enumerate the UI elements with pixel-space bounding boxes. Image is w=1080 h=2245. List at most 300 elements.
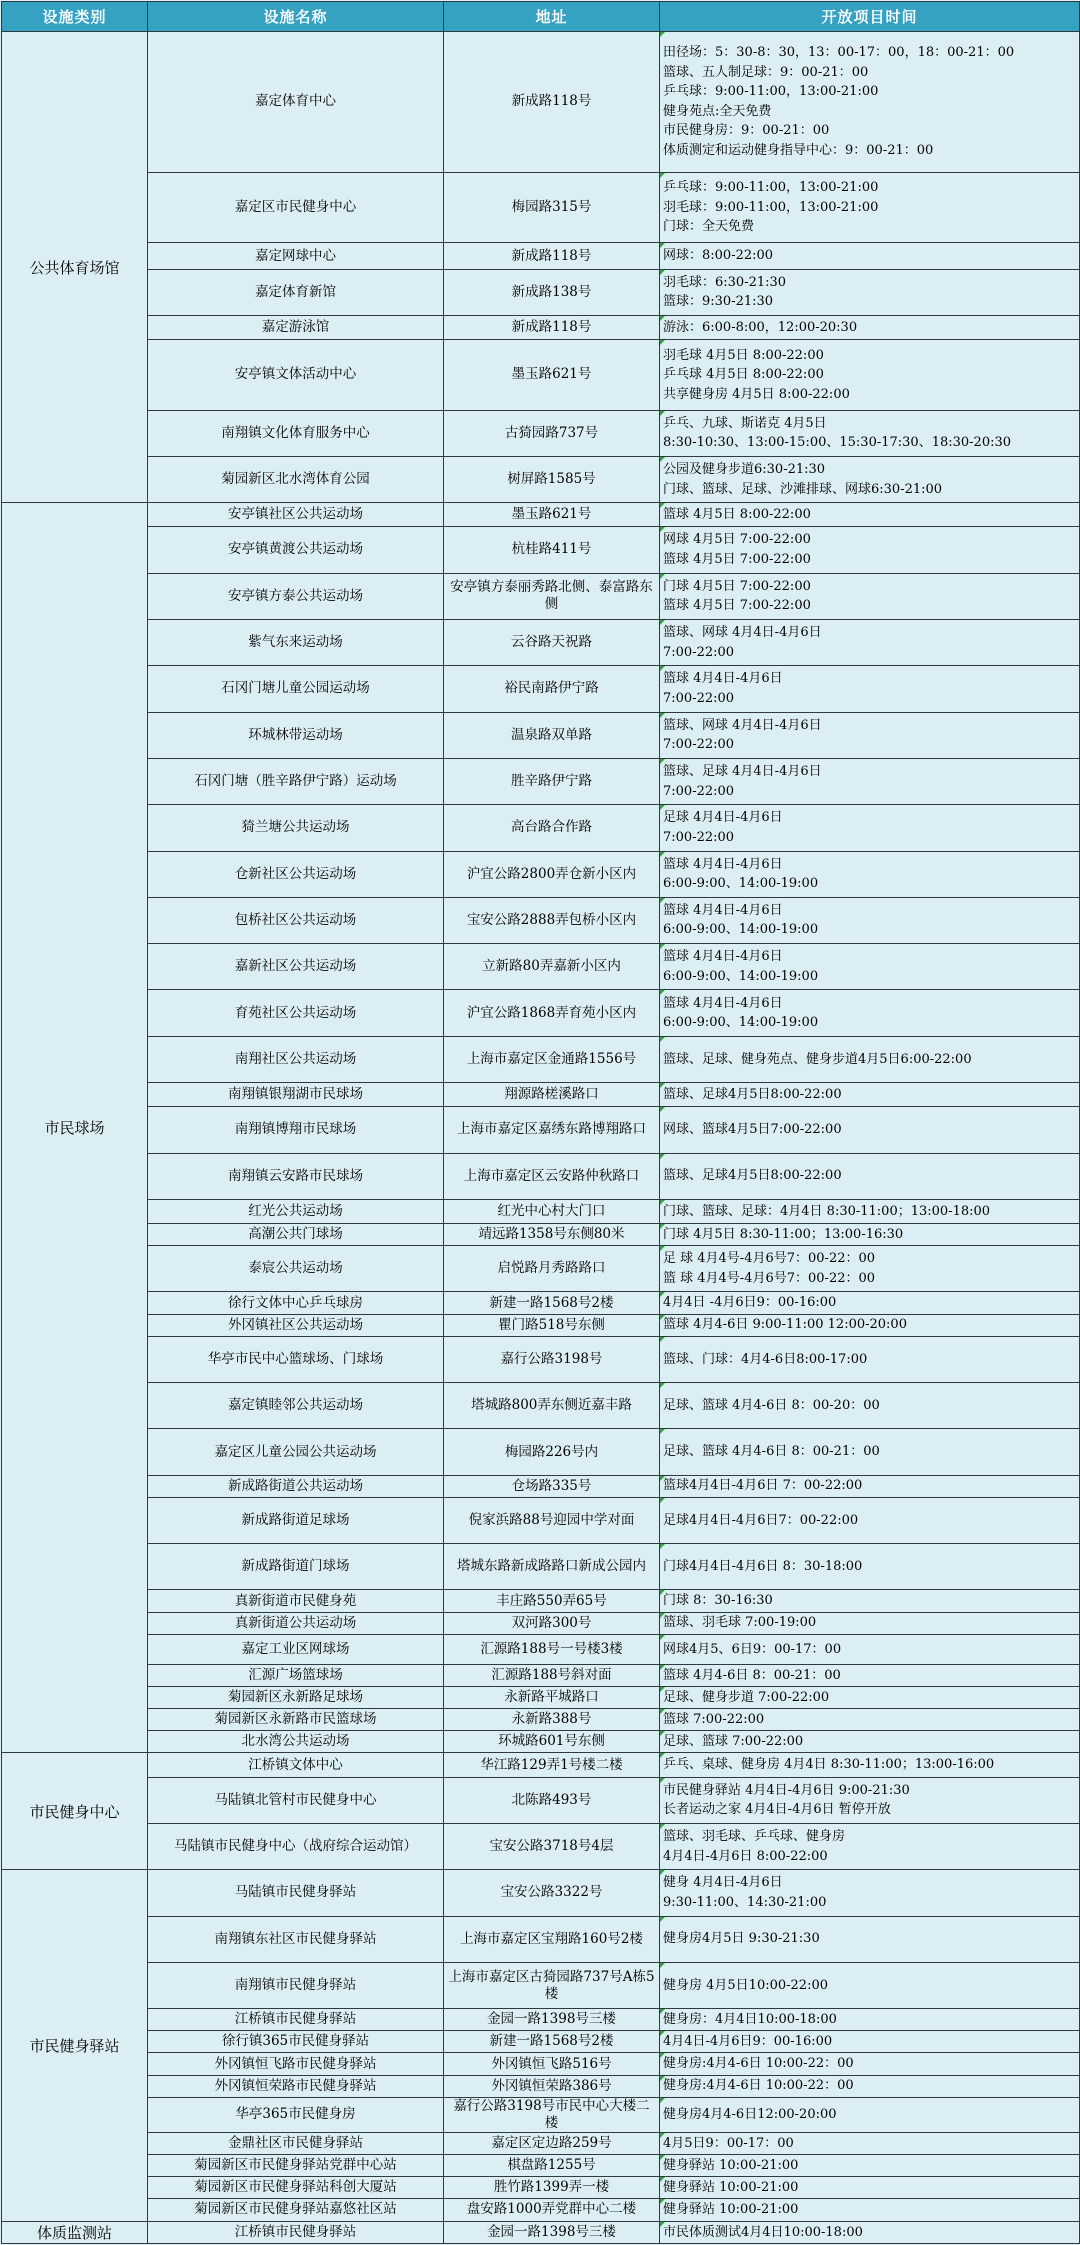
address-cell: 沪宜公路2800弄仓新小区内 xyxy=(444,851,660,897)
table-row xyxy=(2,527,1080,573)
facility-table xyxy=(1,1,1080,2244)
address-cell: 宝安公路3322号 xyxy=(444,1870,660,1916)
facility-name-cell: 北水湾公共运动场 xyxy=(148,1731,444,1753)
facility-name-cell: 南翔镇银翔湖市民球场 xyxy=(148,1083,444,1107)
hours-line: 篮球、网球 4月4日-4月6日 xyxy=(663,717,822,733)
hours-cell xyxy=(660,269,1080,315)
hours-line: 乒乓、九球、斯诺克 4月5日 xyxy=(663,415,827,431)
facility-name-cell: 菊园新区市民健身驿站科创大厦站 xyxy=(148,2177,444,2199)
hours-line: 健身 4月4日-4月6日 xyxy=(663,1875,783,1891)
hours-line: 4月4日-4月6日 8:00-22:00 xyxy=(663,1848,828,1864)
table-row xyxy=(2,1497,1080,1543)
address-cell: 上海市嘉定区古猗园路737号A栋5楼 xyxy=(444,1962,660,2008)
hours-cell xyxy=(660,1383,1080,1429)
address-cell: 塔城路800弄东侧近嘉丰路 xyxy=(444,1383,660,1429)
hours-cell xyxy=(660,851,1080,897)
address-cell: 汇源路188号斜对面 xyxy=(444,1664,660,1686)
facility-name-cell: 嘉定体育新馆 xyxy=(148,269,444,315)
table-row xyxy=(2,340,1080,410)
table-row xyxy=(2,990,1080,1036)
hours-line: 网球 4月5日 7:00-22:00 xyxy=(663,532,811,548)
address-cell: 墨玉路621号 xyxy=(444,340,660,410)
facility-name-cell: 安亭镇社区公共运动场 xyxy=(148,503,444,527)
hours-cell xyxy=(660,666,1080,712)
category-cell: 市民健身中心 xyxy=(2,1753,148,1870)
hours-cell xyxy=(660,619,1080,665)
hours-line: 篮球 4月4日-4月6日 xyxy=(663,949,783,965)
hours-line: 乒乓、桌球、健身房 4月4日 8:30-11:00；13:00-16:00 xyxy=(663,1757,995,1773)
hours-cell xyxy=(660,1314,1080,1336)
facility-name-cell: 石冈门塘儿童公园运动场 xyxy=(148,666,444,712)
hours-line: 篮球 4月5日 7:00-22:00 xyxy=(663,551,811,567)
address-cell: 盘安路1000弄党群中心二楼 xyxy=(444,2199,660,2221)
table-row xyxy=(2,1612,1080,1634)
facility-name-cell: 江桥镇文体中心 xyxy=(148,1753,444,1777)
facility-name-cell: 南翔镇市民健身驿站 xyxy=(148,1962,444,2008)
hours-line: 足球、健身步道 7:00-22:00 xyxy=(663,1689,830,1705)
hours-line: 网球4月5、6日9：00-17：00 xyxy=(663,1641,842,1657)
hours-cell xyxy=(660,2155,1080,2177)
table-row xyxy=(2,315,1080,339)
hours-line: 篮球 4月4-6日 8：00-21：00 xyxy=(663,1667,841,1683)
hours-cell xyxy=(660,1962,1080,2008)
table-row xyxy=(2,1199,1080,1223)
address-cell: 新成路118号 xyxy=(444,32,660,173)
address-cell: 裕民南路伊宁路 xyxy=(444,666,660,712)
facility-name-cell: 新成路街道门球场 xyxy=(148,1544,444,1590)
hours-line: 乒乓球：9:00-11:00，13:00-21:00 xyxy=(663,84,879,100)
hours-line: 网球：8:00-22:00 xyxy=(663,248,774,264)
hours-cell xyxy=(660,1709,1080,1731)
address-cell: 新成路138号 xyxy=(444,269,660,315)
facility-name-cell: 菊园新区市民健身驿站党群中心站 xyxy=(148,2155,444,2177)
hours-line: 市民体质测试4月4日10:00-18:00 xyxy=(663,2224,863,2240)
facility-name-cell: 马陆镇市民健身中心（战府综合运动馆） xyxy=(148,1823,444,1869)
table-row xyxy=(2,805,1080,851)
table-row xyxy=(2,2009,1080,2031)
hours-line: 长者运动之家 4月4日-4月6日 暂停开放 xyxy=(663,1802,891,1818)
hours-line: 篮球 4月5日 7:00-22:00 xyxy=(663,598,811,614)
facility-name-cell: 菊园新区永新路市民篮球场 xyxy=(148,1709,444,1731)
hours-line: 7:00-22:00 xyxy=(663,783,735,799)
address-cell: 永新路388号 xyxy=(444,1709,660,1731)
hours-line: 体质测定和运动健身指导中心：9：00-21：00 xyxy=(663,142,934,158)
address-cell: 外冈镇恒荣路386号 xyxy=(444,2075,660,2097)
hours-line: 8:30-10:30、13:00-15:00、15:30-17:30、18:30-20:30 xyxy=(663,435,1012,451)
table-row xyxy=(2,1383,1080,1429)
address-cell: 瞿门路518号东侧 xyxy=(444,1314,660,1336)
hours-cell xyxy=(660,1224,1080,1246)
hours-cell xyxy=(660,2221,1080,2243)
table-row xyxy=(2,2133,1080,2155)
table-row xyxy=(2,32,1080,173)
address-cell: 宝安公路2888弄包桥小区内 xyxy=(444,897,660,943)
hours-line: 篮球、羽毛球 7:00-19:00 xyxy=(663,1615,817,1631)
address-cell: 杭桂路411号 xyxy=(444,527,660,573)
facility-name-cell: 红光公共运动场 xyxy=(148,1199,444,1223)
hours-line: 7:00-22:00 xyxy=(663,644,735,660)
hours-line: 网球、篮球4月5日7:00-22:00 xyxy=(663,1122,842,1138)
address-cell: 环城路601号东侧 xyxy=(444,1731,660,1753)
table-row xyxy=(2,2053,1080,2075)
table-row xyxy=(2,1753,1080,1777)
address-cell: 上海市嘉定区宝翔路160号2楼 xyxy=(444,1916,660,1962)
facility-name-cell: 包桥社区公共运动场 xyxy=(148,897,444,943)
hours-cell xyxy=(660,1753,1080,1777)
hours-cell xyxy=(660,1612,1080,1634)
hours-line: 篮 球 4月4号-4月6号7：00-22：00 xyxy=(663,1270,876,1286)
table-row xyxy=(2,573,1080,619)
hours-cell xyxy=(660,2199,1080,2221)
hours-line: 篮球、五人制足球：9：00-21：00 xyxy=(663,64,869,80)
table-row xyxy=(2,172,1080,242)
table-row xyxy=(2,1036,1080,1082)
hours-cell xyxy=(660,1870,1080,1916)
hours-line: 健身房4月5日 9:30-21:30 xyxy=(663,1931,820,1947)
hours-cell xyxy=(660,1634,1080,1664)
hours-cell xyxy=(660,2009,1080,2031)
address-cell: 嘉行公路3198号 xyxy=(444,1336,660,1382)
table-row xyxy=(2,1336,1080,1382)
table-row xyxy=(2,619,1080,665)
address-cell: 梅园路226号内 xyxy=(444,1429,660,1475)
facility-name-cell: 外冈镇恒荣路市民健身驿站 xyxy=(148,2075,444,2097)
facility-name-cell: 南翔镇文化体育服务中心 xyxy=(148,410,444,456)
facility-name-cell: 仓新社区公共运动场 xyxy=(148,851,444,897)
address-cell: 胜辛路伊宁路 xyxy=(444,758,660,804)
hours-cell xyxy=(660,172,1080,242)
hours-cell xyxy=(660,340,1080,410)
hours-line: 足 球 4月4号-4月6号7：00-22：00 xyxy=(663,1251,876,1267)
hours-line: 健身房:4月4-6日 10:00-22：00 xyxy=(663,2078,854,2094)
hours-cell xyxy=(660,1036,1080,1082)
table-row xyxy=(2,2221,1080,2243)
facility-name-cell: 环城林带运动场 xyxy=(148,712,444,758)
facility-name-cell: 新成路街道公共运动场 xyxy=(148,1475,444,1497)
address-cell: 古猗园路737号 xyxy=(444,410,660,456)
hours-cell xyxy=(660,1246,1080,1292)
address-cell: 启悦路月秀路路口 xyxy=(444,1246,660,1292)
hours-line: 门球：全天免费 xyxy=(663,219,755,235)
facility-name-cell: 嘉定区儿童公园公共运动场 xyxy=(148,1429,444,1475)
hours-line: 健身苑点:全天免费 xyxy=(663,103,772,119)
table-row xyxy=(2,243,1080,269)
hours-cell xyxy=(660,527,1080,573)
table-row xyxy=(2,1962,1080,2008)
hours-cell xyxy=(660,315,1080,339)
address-cell: 翔源路槎溪路口 xyxy=(444,1083,660,1107)
hours-line: 门球4月4日-4月6日 8：30-18:00 xyxy=(663,1559,863,1575)
hours-cell xyxy=(660,1687,1080,1709)
table-row xyxy=(2,1224,1080,1246)
address-cell: 宝安公路3718号4层 xyxy=(444,1823,660,1869)
facility-name-cell: 安亭镇黄渡公共运动场 xyxy=(148,527,444,573)
address-cell: 新成路118号 xyxy=(444,243,660,269)
facility-name-cell: 嘉定区市民健身中心 xyxy=(148,172,444,242)
hours-line: 篮球、羽毛球、乒乓球、健身房 xyxy=(663,1829,846,1845)
hours-line: 4月4日-4月6日9：00-16:00 xyxy=(663,2034,833,2050)
hours-line: 足球、篮球 4月4-6日 8：00-20：00 xyxy=(663,1397,880,1413)
hours-cell xyxy=(660,990,1080,1036)
address-cell: 塔城东路新成路路口新成公园内 xyxy=(444,1544,660,1590)
hours-line: 篮球 4月4日-4月6日 xyxy=(663,856,783,872)
facility-name-cell: 汇源广场篮球场 xyxy=(148,1664,444,1686)
hours-cell xyxy=(660,1475,1080,1497)
hours-cell xyxy=(660,805,1080,851)
hours-line: 篮球、网球 4月4日-4月6日 xyxy=(663,625,822,641)
hours-line: 健身房4月4-6日12:00-20:00 xyxy=(663,2107,837,2123)
table-row xyxy=(2,1153,1080,1199)
facility-name-cell: 菊园新区市民健身驿站嘉悠社区站 xyxy=(148,2199,444,2221)
hours-line: 7:00-22:00 xyxy=(663,690,735,706)
facility-name-cell: 菊园新区永新路足球场 xyxy=(148,1687,444,1709)
facility-name-cell: 金鼎社区市民健身驿站 xyxy=(148,2133,444,2155)
facility-name-cell: 南翔镇东社区市民健身驿站 xyxy=(148,1916,444,1962)
facility-name-cell: 高潮公共门球场 xyxy=(148,1224,444,1246)
address-cell: 外冈镇恒飞路516号 xyxy=(444,2053,660,2075)
table-row xyxy=(2,1731,1080,1753)
hours-line: 羽毛球：9:00-11:00，13:00-21:00 xyxy=(663,199,879,215)
facility-name-cell: 育苑社区公共运动场 xyxy=(148,990,444,1036)
table-row xyxy=(2,1870,1080,1916)
table-row xyxy=(2,1475,1080,1497)
address-cell: 梅园路315号 xyxy=(444,172,660,242)
table-row xyxy=(2,1292,1080,1314)
hours-cell xyxy=(660,410,1080,456)
address-cell: 墨玉路621号 xyxy=(444,503,660,527)
address-cell: 永新路平城路口 xyxy=(444,1687,660,1709)
hours-line: 市民健身驿站 4月4日-4月6日 9:00-21:30 xyxy=(663,1782,910,1798)
hours-line: 健身房：4月4日10:00-18:00 xyxy=(663,2012,837,2028)
table-row xyxy=(2,1107,1080,1153)
facility-name-cell: 紫气东来运动场 xyxy=(148,619,444,665)
hours-cell xyxy=(660,1292,1080,1314)
table-row xyxy=(2,1083,1080,1107)
hours-line: 7:00-22:00 xyxy=(663,737,735,753)
facility-name-cell: 江桥镇市民健身驿站 xyxy=(148,2221,444,2243)
hours-cell xyxy=(660,456,1080,502)
hours-line: 6:00-9:00、14:00-19:00 xyxy=(663,968,819,984)
hours-line: 6:00-9:00、14:00-19:00 xyxy=(663,876,819,892)
facility-name-cell: 嘉定工业区网球场 xyxy=(148,1634,444,1664)
address-cell: 靖远路1358号东侧80米 xyxy=(444,1224,660,1246)
category-cell: 市民球场 xyxy=(2,503,148,1753)
hours-cell xyxy=(660,1429,1080,1475)
hours-cell xyxy=(660,503,1080,527)
hours-line: 共享健身房 4月5日 8:00-22:00 xyxy=(663,386,850,402)
category-cell: 体质监测站 xyxy=(2,2221,148,2243)
hours-cell xyxy=(660,1777,1080,1823)
hours-cell xyxy=(660,2075,1080,2097)
table-row xyxy=(2,2177,1080,2199)
address-cell: 仓场路335号 xyxy=(444,1475,660,1497)
hours-line: 乒乓球 4月5日 8:00-22:00 xyxy=(663,367,824,383)
facility-name-cell: 马陆镇市民健身驿站 xyxy=(148,1870,444,1916)
hours-cell xyxy=(660,1199,1080,1223)
facility-name-cell: 新成路街道足球场 xyxy=(148,1497,444,1543)
address-cell: 立新路80弄嘉新小区内 xyxy=(444,944,660,990)
hours-line: 羽毛球：6:30-21:30 xyxy=(663,274,787,290)
address-cell: 嘉行公路3198号市民中心大楼二楼 xyxy=(444,2097,660,2132)
hours-line: 6:00-9:00、14:00-19:00 xyxy=(663,922,819,938)
table-row xyxy=(2,410,1080,456)
facility-name-cell: 嘉新社区公共运动场 xyxy=(148,944,444,990)
address-cell: 嘉定区定边路259号 xyxy=(444,2133,660,2155)
facility-name-cell: 华亭365市民健身房 xyxy=(148,2097,444,2132)
table-row xyxy=(2,1916,1080,1962)
table-row xyxy=(2,1590,1080,1612)
hours-cell xyxy=(660,573,1080,619)
facility-name-cell: 石冈门塘（胜辛路伊宁路）运动场 xyxy=(148,758,444,804)
table-row xyxy=(2,2155,1080,2177)
hours-cell xyxy=(660,758,1080,804)
address-cell: 上海市嘉定区嘉绣东路博翔路口 xyxy=(444,1107,660,1153)
hours-line: 健身驿站 10:00-21:00 xyxy=(663,2180,799,2196)
hours-cell xyxy=(660,1544,1080,1590)
hours-line: 门球 8：30-16:30 xyxy=(663,1593,773,1609)
category-cell: 公共体育场馆 xyxy=(2,32,148,503)
address-cell: 丰庄路550弄65号 xyxy=(444,1590,660,1612)
facility-name-cell: 外冈镇恒飞路市民健身驿站 xyxy=(148,2053,444,2075)
hours-line: 门球、篮球、足球：4月4日 8:30-11:00；13:00-18:00 xyxy=(663,1203,991,1219)
table-row xyxy=(2,851,1080,897)
hours-line: 篮球 4月4-6日 9:00-11:00 12:00-20:00 xyxy=(663,1317,907,1333)
hours-line: 门球、篮球、足球、沙滩排球、网球6:30-21:00 xyxy=(663,481,943,497)
table-row xyxy=(2,1544,1080,1590)
address-cell: 沪宜公路1868弄育苑小区内 xyxy=(444,990,660,1036)
hours-line: 篮球4月4日-4月6日 7：00-22:00 xyxy=(663,1478,863,1494)
hours-line: 健身房:4月4-6日 10:00-22：00 xyxy=(663,2056,854,2072)
facility-name-cell: 南翔社区公共运动场 xyxy=(148,1036,444,1082)
address-cell: 高台路合作路 xyxy=(444,805,660,851)
table-row xyxy=(2,503,1080,527)
header-hours: 开放项目时间 xyxy=(660,2,1080,32)
facility-name-cell: 安亭镇文体活动中心 xyxy=(148,340,444,410)
facility-name-cell: 安亭镇方泰公共运动场 xyxy=(148,573,444,619)
hours-cell xyxy=(660,1497,1080,1543)
table-row xyxy=(2,1777,1080,1823)
category-cell: 市民健身驿站 xyxy=(2,1870,148,2221)
hours-line: 4月5日9：00-17：00 xyxy=(663,2135,794,2151)
address-cell: 棋盘路1255号 xyxy=(444,2155,660,2177)
address-cell: 金园一路1398号三楼 xyxy=(444,2221,660,2243)
facility-name-cell: 嘉定网球中心 xyxy=(148,243,444,269)
table-row xyxy=(2,1687,1080,1709)
facility-name-cell: 嘉定镇睦邻公共运动场 xyxy=(148,1383,444,1429)
hours-cell xyxy=(660,1590,1080,1612)
header-row xyxy=(2,2,1080,32)
address-cell: 新建一路1568号2楼 xyxy=(444,2031,660,2053)
table-row xyxy=(2,2075,1080,2097)
hours-line: 羽毛球 4月5日 8:00-22:00 xyxy=(663,347,824,363)
hours-cell xyxy=(660,1336,1080,1382)
header-name: 设施名称 xyxy=(148,2,444,32)
header-address: 地址 xyxy=(444,2,660,32)
hours-line: 健身房 4月5日10:00-22:00 xyxy=(663,1977,828,1993)
table-row xyxy=(2,897,1080,943)
address-cell: 金园一路1398号三楼 xyxy=(444,2009,660,2031)
table-row xyxy=(2,2031,1080,2053)
hours-cell xyxy=(660,32,1080,173)
address-cell: 安亭镇方泰丽秀路北侧、泰富路东侧 xyxy=(444,573,660,619)
address-cell: 新成路118号 xyxy=(444,315,660,339)
header-category: 设施类别 xyxy=(2,2,148,32)
address-cell: 上海市嘉定区金通路1556号 xyxy=(444,1036,660,1082)
facility-name-cell: 马陆镇北管村市民健身中心 xyxy=(148,1777,444,1823)
hours-line: 足球、篮球 7:00-22:00 xyxy=(663,1734,804,1750)
address-cell: 红光中心村大门口 xyxy=(444,1199,660,1223)
table-row xyxy=(2,456,1080,502)
facility-name-cell: 外冈镇社区公共运动场 xyxy=(148,1314,444,1336)
address-cell: 倪家浜路88号迎园中学对面 xyxy=(444,1497,660,1543)
table-row xyxy=(2,1709,1080,1731)
facility-name-cell: 嘉定游泳馆 xyxy=(148,315,444,339)
table-row xyxy=(2,269,1080,315)
hours-line: 田径场：5：30-8：30，13：00-17：00，18：00-21：00 xyxy=(663,45,1015,61)
table-row xyxy=(2,666,1080,712)
facility-name-cell: 江桥镇市民健身驿站 xyxy=(148,2009,444,2031)
facility-name-cell: 徐行镇365市民健身驿站 xyxy=(148,2031,444,2053)
address-cell: 双河路300号 xyxy=(444,1612,660,1634)
hours-line: 篮球：9:30-21:30 xyxy=(663,294,774,310)
hours-cell xyxy=(660,944,1080,990)
table-row xyxy=(2,1246,1080,1292)
hours-cell xyxy=(660,1083,1080,1107)
hours-cell xyxy=(660,1107,1080,1153)
table-row xyxy=(2,2097,1080,2132)
table-row xyxy=(2,2199,1080,2221)
address-cell: 上海市嘉定区云安路仲秋路口 xyxy=(444,1153,660,1199)
facility-name-cell: 猗兰塘公共运动场 xyxy=(148,805,444,851)
table-row xyxy=(2,1634,1080,1664)
hours-cell xyxy=(660,1731,1080,1753)
facility-name-cell: 南翔镇博翔市民球场 xyxy=(148,1107,444,1153)
address-cell: 胜竹路1399弄一楼 xyxy=(444,2177,660,2199)
hours-line: 足球4月4日-4月6日7：00-22:00 xyxy=(663,1512,859,1528)
hours-line: 乒乓球：9:00-11:00，13:00-21:00 xyxy=(663,180,879,196)
hours-cell xyxy=(660,243,1080,269)
hours-line: 6:00-9:00、14:00-19:00 xyxy=(663,1015,819,1031)
hours-cell xyxy=(660,2031,1080,2053)
hours-cell xyxy=(660,2053,1080,2075)
address-cell: 树屏路1585号 xyxy=(444,456,660,502)
facility-name-cell: 华亭市民中心篮球场、门球场 xyxy=(148,1336,444,1382)
facility-name-cell: 真新街道公共运动场 xyxy=(148,1612,444,1634)
hours-line: 篮球 4月4日-4月6日 xyxy=(663,995,783,1011)
hours-line: 公园及健身步道6:30-21:30 xyxy=(663,462,826,477)
table-row xyxy=(2,1664,1080,1686)
facility-name-cell: 南翔镇云安路市民球场 xyxy=(148,1153,444,1199)
table-row xyxy=(2,1429,1080,1475)
address-cell: 温泉路双单路 xyxy=(444,712,660,758)
address-cell: 新建一路1568号2楼 xyxy=(444,1292,660,1314)
facility-name-cell: 泰宸公共运动场 xyxy=(148,1246,444,1292)
hours-cell xyxy=(660,2097,1080,2132)
hours-line: 健身驿站 10:00-21:00 xyxy=(663,2157,799,2173)
address-cell: 云谷路天祝路 xyxy=(444,619,660,665)
hours-line: 健身驿站 10:00-21:00 xyxy=(663,2202,799,2218)
table-row xyxy=(2,758,1080,804)
hours-line: 足球 4月4日-4月6日 xyxy=(663,810,783,826)
hours-line: 篮球、足球 4月4日-4月6日 xyxy=(663,764,822,780)
address-cell: 北陈路493号 xyxy=(444,1777,660,1823)
hours-line: 篮球、门球：4月4-6日8:00-17:00 xyxy=(663,1351,868,1367)
hours-line: 篮球 7:00-22:00 xyxy=(663,1712,765,1728)
hours-line: 篮球 4月5日 8:00-22:00 xyxy=(663,506,811,522)
hours-line: 门球 4月5日 8:30-11:00；13:00-16:30 xyxy=(663,1226,904,1242)
table-body xyxy=(2,32,1080,2244)
hours-line: 4月4日 -4月6日9：00-16:00 xyxy=(663,1295,837,1311)
